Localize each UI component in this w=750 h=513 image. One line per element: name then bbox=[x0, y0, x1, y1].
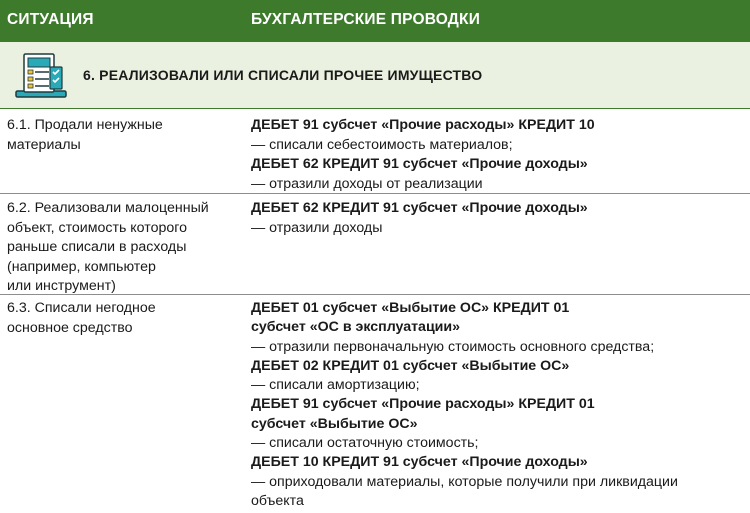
entry-line: — списали себестоимость материалов; bbox=[251, 136, 513, 153]
column-header-situation: СИТУАЦИЯ bbox=[7, 11, 94, 28]
entry-line: субсчет «Выбытие ОС» bbox=[251, 415, 418, 432]
entry-line: ДЕБЕТ 10 КРЕДИТ 91 субсчет «Прочие доходы» bbox=[251, 454, 588, 471]
entry-line: объекта bbox=[251, 492, 304, 509]
entry-line: — отразили доходы от реализации bbox=[251, 175, 483, 192]
entry-line: ДЕБЕТ 62 КРЕДИТ 91 субсчет «Прочие доходы» bbox=[251, 200, 588, 216]
entry-line: субсчет «ОС в эксплуатации» bbox=[251, 319, 461, 336]
situation-line: материалы bbox=[7, 136, 81, 153]
row-1-situation bbox=[7, 116, 239, 155]
entry-line: ДЕБЕТ 62 КРЕДИТ 91 субсчет «Прочие доходы» bbox=[251, 156, 588, 172]
row-divider bbox=[0, 294, 750, 295]
entry-line: — списали остаточную стоимость; bbox=[251, 435, 479, 452]
situation-line: 6.2. Реализовали малоценный bbox=[7, 200, 209, 216]
entry-line: ДЕБЕТ 01 субсчет «Выбытие ОС» КРЕДИТ 01 bbox=[251, 300, 570, 316]
situation-line: 6.1. Продали ненужные bbox=[7, 117, 163, 133]
entry-line: ДЕБЕТ 91 субсчет «Прочие расходы» КРЕДИТ 01 bbox=[251, 396, 595, 413]
entry-line: ДЕБЕТ 02 КРЕДИТ 01 субсчет «Выбытие ОС» bbox=[251, 357, 570, 374]
row-3-entries bbox=[251, 299, 746, 511]
row-2-entries bbox=[251, 199, 746, 238]
column-header-entries: БУХГАЛТЕРСКИЕ ПРОВОДКИ bbox=[251, 11, 481, 28]
situation-line: (например, компьютер bbox=[7, 258, 156, 275]
entry-line: — списали амортизацию; bbox=[251, 377, 420, 394]
row-3-situation bbox=[7, 299, 239, 338]
row-divider bbox=[0, 193, 750, 194]
entry-line: — отразили первоначальную стоимость основного средства; bbox=[251, 338, 655, 355]
row-2-situation bbox=[7, 199, 239, 297]
row-1-entries bbox=[251, 116, 746, 194]
section-title: 6. РЕАЛИЗОВАЛИ ИЛИ СПИСАЛИ ПРОЧЕЕ ИМУЩЕСТВО bbox=[83, 67, 483, 83]
entry-line: — оприходовали материалы, которые получили при ликвидации bbox=[251, 473, 678, 490]
entry-line: ДЕБЕТ 91 субсчет «Прочие расходы» КРЕДИТ 10 bbox=[251, 117, 595, 133]
situation-line: раньше списали в расходы bbox=[7, 239, 187, 255]
document-checklist-icon bbox=[14, 53, 68, 101]
situation-line: объект, стоимость которого bbox=[7, 219, 188, 236]
situation-line: 6.3. Списали негодное bbox=[7, 300, 156, 316]
situation-line: или инструмент) bbox=[7, 278, 116, 294]
situation-line: основное средство bbox=[7, 319, 133, 336]
table-header bbox=[0, 0, 750, 42]
section-header bbox=[0, 42, 750, 108]
entry-line: — отразили доходы bbox=[251, 219, 383, 236]
row-divider bbox=[0, 108, 750, 109]
